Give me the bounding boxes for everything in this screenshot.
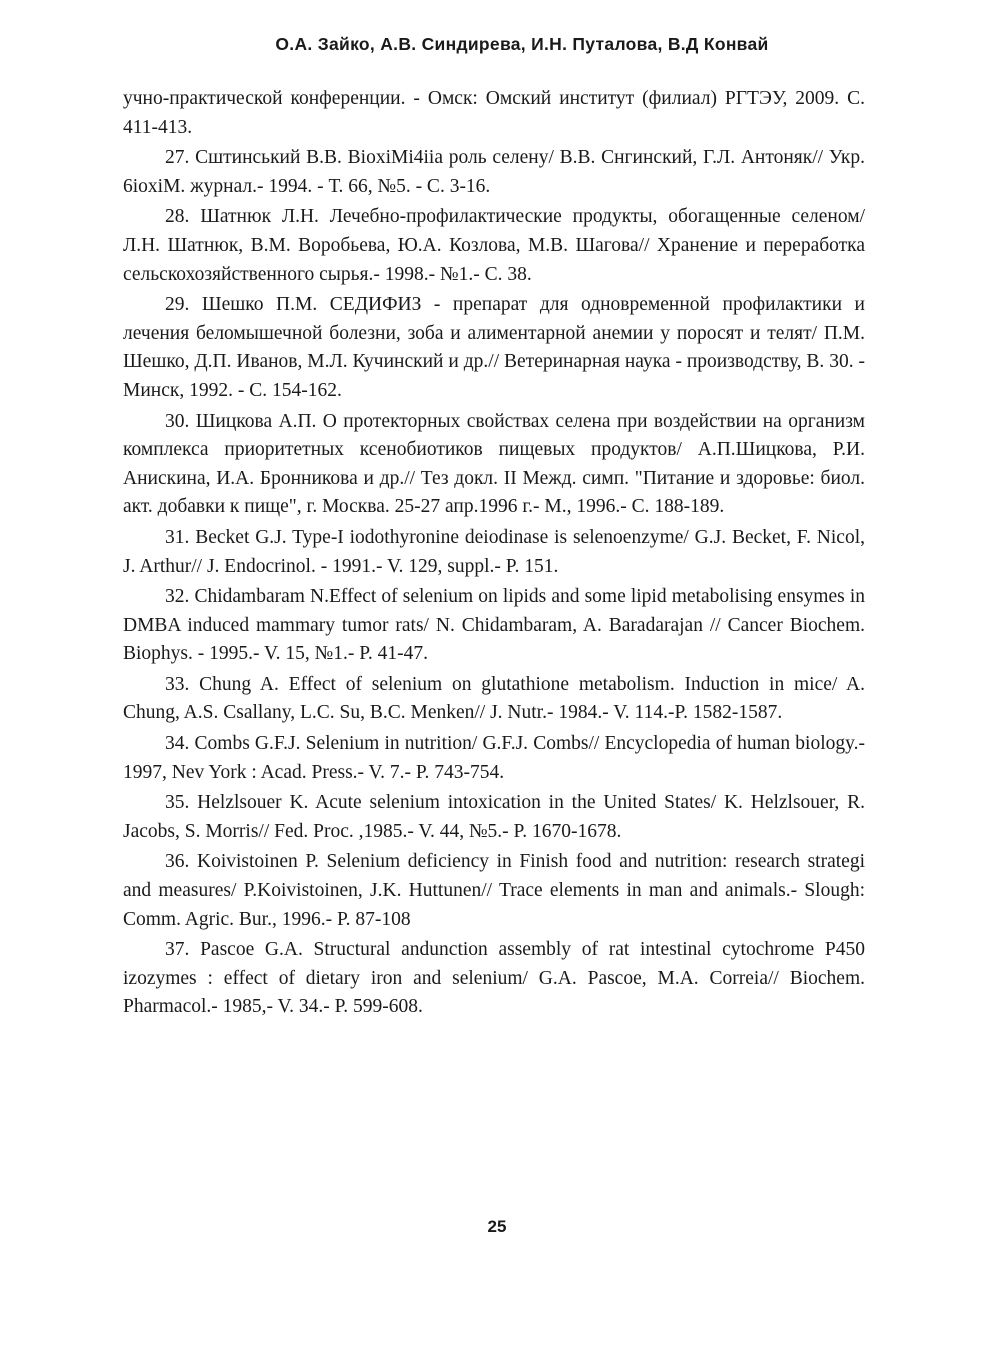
reference-item: 28. Шатнюк Л.Н. Лечебно-профилактические продукты, обогащенные селеном/ Л.Н. Шатнюк, В.М. Воробьева, Ю.А. Козлова, М.В. Шагова// Хранение и переработка сельскохозяйственного сырья.- 1998.- №1.- С. 38. bbox=[123, 206, 865, 285]
reference-item: 27. Сштинський В.В. BioxiMi4iia роль селену/ В.В. Снгинский, Г.Л. Антоняк// Укр. 6ioxiM. журнал.- 1994. - Т. 66, №5. - С. 3-16. bbox=[123, 147, 865, 197]
reference-list bbox=[123, 85, 865, 1022]
reference-item: 31. Becket G.J. Type-I iodothyronine deiodinase is selenoenzyme/ G.J. Becket, F. Nicol, J. Arthur// J. Endocrinol. - 1991.- V. 129, suppl.- P. 151. bbox=[123, 526, 865, 577]
running-header-authors: О.А. Зайко, А.В. Синдирева, И.Н. Путалова, В.Д Конвай bbox=[275, 34, 769, 54]
reference-item: 30. Шицкова А.П. О протекторных свойствах селена при воздействии на организм комплекса приоритетных ксенобиотиков пищевых продуктов/ А.П.Шицкова, Р.И. Анискина, И.А. Бронникова и др.// Тез докл. II Межд. симп. "Питание и здоровье: биол. акт. добавки к пище", г. Москва. 25-27 апр.1996 г.- М., 1996.- С. 188-189. bbox=[123, 410, 865, 518]
reference-item: 37. Pascoe G.A. Structural andunction assembly of rat intestinal cytochrome P450 izozymes : effect of dietary iron and selenium/ G.A. Pascoe, M.A. Correia// Biochem. Pharmacol.- 1985,- V. 34.- P. 599-608. bbox=[123, 939, 865, 1018]
reference-item: 32. Chidambaram N.Effect of selenium on lipids and some lipid metabolising ensymes in DMBA induced mammary tumor rats/ N. Chidambaram, A. Baradarajan // Cancer Biochem. Biophys. - 1995.- V. 15, №1.- P. 41-47. bbox=[123, 586, 865, 665]
reference-item: 33. Chung A. Effect of selenium on glutathione metabolism. Induction in mice/ A. Chung, A.S. Csallany, L.C. Su, B.C. Menken// J. Nutr.- 1984.- V. 114.-P. 1582-1587. bbox=[123, 673, 865, 724]
reference-continuation: учно-практической конференции. - Омск: Омский институт (филиал) РГТЭУ, 2009. С. 411-413. bbox=[123, 88, 865, 138]
reference-item: 34. Combs G.F.J. Selenium in nutrition/ G.F.J. Combs// Encyclopedia of human biology.- 1997, Nev York : Acad. Press.- V. 7.- P. 743-754. bbox=[123, 733, 865, 783]
reference-item: 36. Koivistoinen P. Selenium deficiency in Finish food and nutrition: research strategi and measures/ P.Koivistoinen, J.K. Huttunen// Trace elements in man and animals.- Slough: Comm. Agric. Bur., 1996.- P. 87-108 bbox=[123, 851, 865, 930]
page-number: 25 bbox=[487, 1217, 507, 1236]
reference-item: 35. Helzlsouer K. Acute selenium intoxication in the United States/ K. Helzlsouer, R. Jacobs, S. Morris// Fed. Proc. ,1985.- V. 44, №5.- P. 1670-1678. bbox=[123, 792, 865, 842]
reference-item: 29. Шешко П.М. СЕДИФИЗ - препарат для одновременной профилактики и лечения беломышечной болезни, зоба и алиментарной анемии у поросят и телят/ П.М. Шешко, Д.П. Иванов, М.Л. Кучинский и др.// Ветеринарная наука - производству, В. 30. - Минск, 1992. - С. 154-162. bbox=[123, 294, 865, 401]
